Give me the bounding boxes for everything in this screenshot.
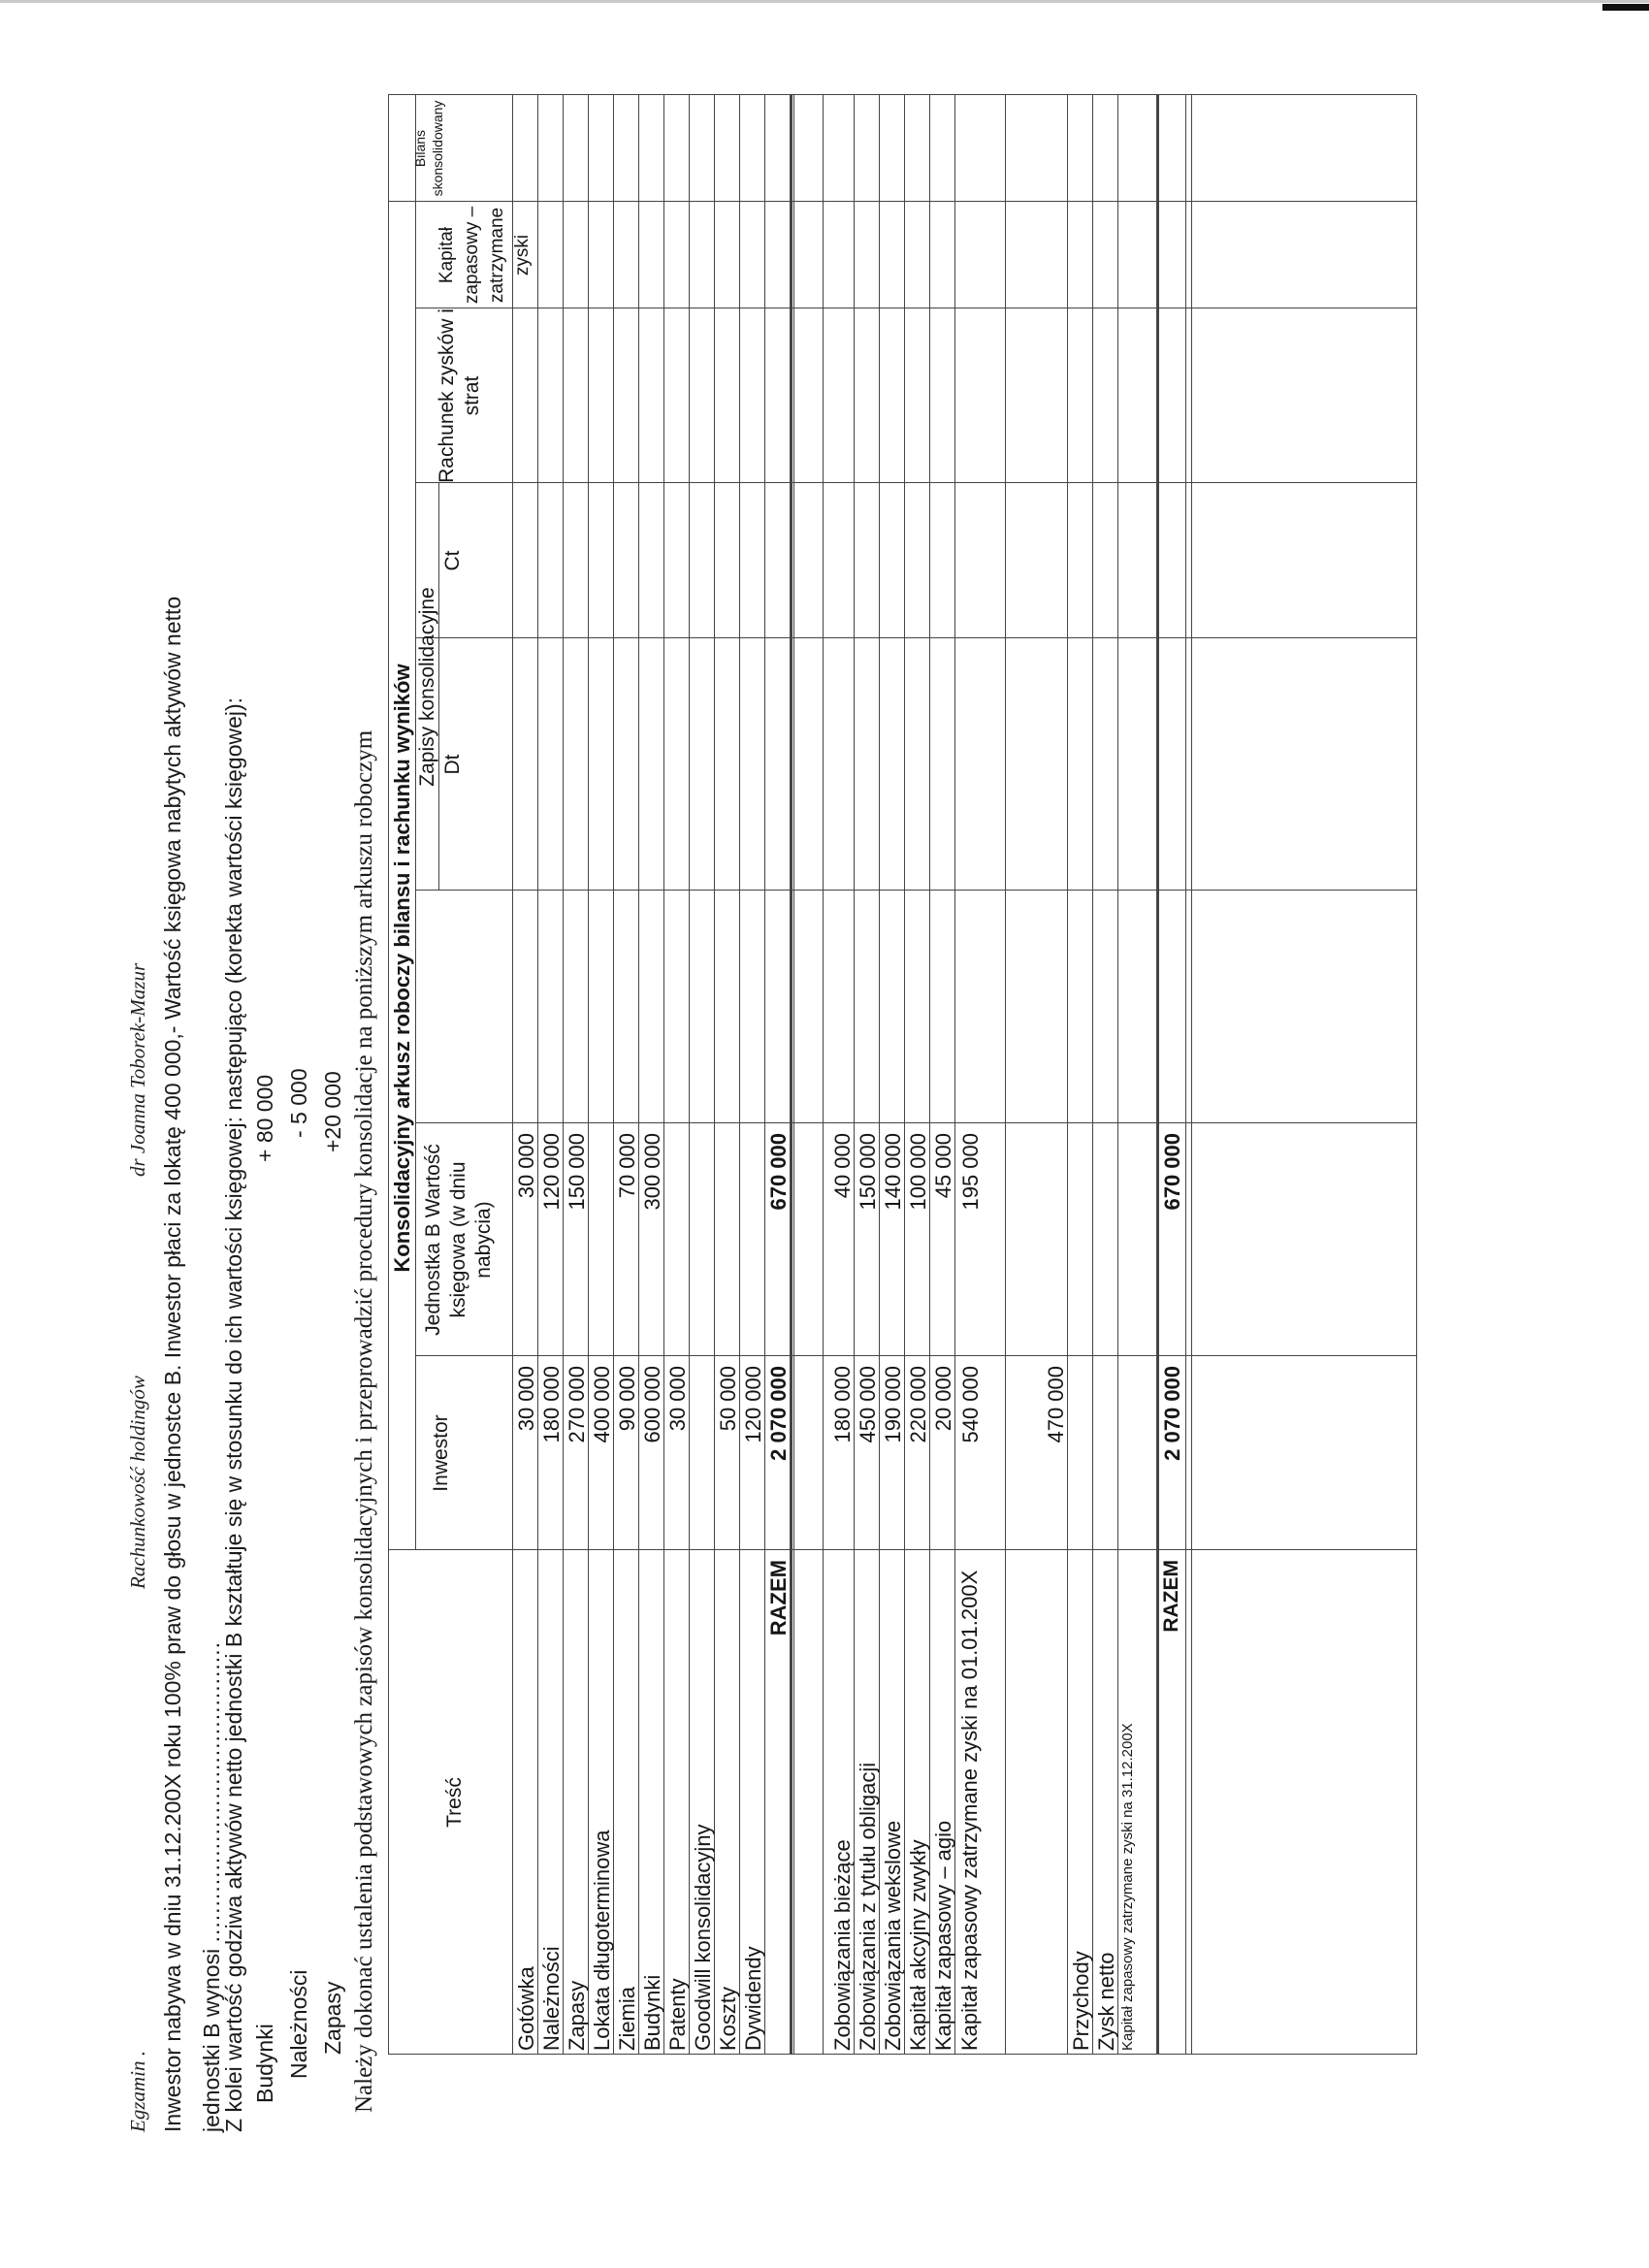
col-header-tresc: Treść <box>443 1777 466 1828</box>
inwestor-value: 50 000 <box>716 1366 740 1432</box>
exam-label: Egzamin . <box>126 2051 149 2132</box>
row-label: Gotówka <box>514 1966 538 2051</box>
intro-line-1: Inwestor nabywa w dniu 31.12.200X roku 100% praw do głosu w jednostce B. Inwestor płaci za lokatę 400 000,- Wartość księgowa nabytych aktywów netto <box>160 596 185 2132</box>
border-top <box>388 95 389 2055</box>
row-label: Zobowiązania wekslowe <box>881 1820 905 2051</box>
inwestor-value: 120 000 <box>741 1366 765 1443</box>
col-header-jednostka-b: Jednostka B Wartość księgowa (w dniu nabycia) <box>422 1144 495 1336</box>
row-line <box>954 95 955 2055</box>
inwestor-value: 30 000 <box>665 1366 690 1432</box>
liabilities-total-label: RAZEM <box>1160 1560 1182 1633</box>
inwestor-value: 20 000 <box>931 1366 955 1432</box>
liabilities-total-b: 670 000 <box>1160 1133 1184 1211</box>
b-value: 150 000 <box>856 1133 880 1211</box>
inwestor-value: 270 000 <box>565 1366 589 1443</box>
col-header-ct: Ct <box>441 550 464 571</box>
intro-line-3: Z kolei wartość godziwa aktywów netto jednostki B kształtuje się w stosunku do ich wartości księgowej: następująco (korekta wartości księgowej): <box>221 697 246 2132</box>
b-value: 40 000 <box>830 1133 855 1199</box>
col-line-bilans <box>388 201 1416 202</box>
inwestor-value: 600 000 <box>640 1366 664 1443</box>
row-line <box>739 95 740 2055</box>
row-line <box>793 95 794 2055</box>
row-label: Kapitał zapasowy – agio <box>931 1820 955 2051</box>
inwestor-value: 400 000 <box>590 1366 614 1443</box>
inwestor-value: 180 000 <box>830 1366 855 1443</box>
border-bottom <box>1416 95 1417 2055</box>
row-label: Ziemia <box>615 1986 639 2051</box>
adj-label-budynki: Budynki <box>252 2024 277 2103</box>
row-line <box>588 95 589 2055</box>
adj-value-budynki: + 80 000 <box>252 1074 277 1162</box>
col-line-rzis <box>415 482 1416 483</box>
b-value: 195 000 <box>958 1133 983 1211</box>
row-line <box>764 95 765 2055</box>
col-line-ct <box>415 637 1416 638</box>
inwestor-value: 470 000 <box>1044 1366 1068 1443</box>
border-left <box>388 2054 1416 2055</box>
b-value: 70 000 <box>615 1133 639 1199</box>
row-line <box>537 95 538 2055</box>
row-label: Budynki <box>640 1974 664 2051</box>
header-bottom <box>512 95 513 2055</box>
row-label: Zobowiązania z tytułu obligacji <box>856 1762 880 2051</box>
row-label: Patenty <box>665 1978 690 2051</box>
row-line <box>613 95 614 2055</box>
assets-total-b: 670 000 <box>766 1133 791 1211</box>
assets-total-inwestor: 2 070 000 <box>766 1366 791 1461</box>
col-header-inwestor: Inwestor <box>430 1414 452 1492</box>
inwestor-value: 30 000 <box>514 1366 538 1432</box>
col-line-b <box>415 1122 1416 1123</box>
border-right <box>388 94 1416 95</box>
inwestor-value: 540 000 <box>958 1366 983 1443</box>
task-text: Należy dokonać ustalenia podstawowych zapisów konsolidacyjnych i przeprowadzić procedury konsolidacje na poniższym arkuszu roboczym <box>351 729 377 2113</box>
inwestor-value: 190 000 <box>881 1366 905 1443</box>
row-label: Lokata długoterminowa <box>590 1830 614 2051</box>
adj-label-naleznosci: Należności <box>286 1969 311 2079</box>
row-label: Kapitał akcyjny zwykły <box>906 1839 930 2051</box>
b-value: 140 000 <box>881 1133 905 1211</box>
adj-value-zapasy: +20 000 <box>320 1071 345 1152</box>
author-name: dr Joanna Toborek-Mazur <box>126 962 149 1177</box>
inwestor-value: 180 000 <box>539 1366 564 1443</box>
liabilities-total-inwestor: 2 070 000 <box>1160 1366 1184 1461</box>
col-header-bilans: Bilans skonsolidowany <box>412 100 445 197</box>
b-value: 120 000 <box>539 1133 564 1211</box>
row-label: Zobowiązania bieżące <box>830 1839 855 2051</box>
row-label: Dywidendy <box>741 1946 765 2051</box>
row-line <box>1092 95 1093 2055</box>
assets-total-label: RAZEM <box>766 1560 791 1636</box>
col-header-dt: Dt <box>441 754 464 775</box>
row-line <box>879 95 880 2055</box>
b-value: 300 000 <box>640 1133 664 1211</box>
worksheet-title: Konsolidacyjny arkusz roboczy bilansu i rachunku wyników <box>390 664 414 1273</box>
row-label: Kapitał zapasowy zatrzymane zyski na 01.01.200X <box>957 1570 982 2051</box>
col-line-dt <box>415 890 1416 891</box>
col-header-zapisy: Zapisy konsolidacyjne <box>416 587 438 787</box>
b-value: 150 000 <box>565 1133 589 1211</box>
row-label: Kapitał zapasowy zatrzymane zyski na 31.12.200X <box>1119 1723 1136 2051</box>
row-line <box>714 95 715 2055</box>
intro-dots: .......................................... <box>199 1641 224 1943</box>
col-header-rzis: Rachunek zysków i strat <box>436 308 483 483</box>
row-line <box>823 95 824 2055</box>
row-line <box>638 95 639 2055</box>
b-value: 100 000 <box>906 1133 930 1211</box>
row-line <box>904 95 905 2055</box>
inwestor-value: 90 000 <box>615 1366 639 1432</box>
row-line-total <box>1156 95 1159 2055</box>
row-line <box>929 95 930 2055</box>
row-line <box>854 95 855 2055</box>
row-label: Należności <box>539 1946 564 2051</box>
row-label: Goodwill konsolidacyjny <box>691 1824 715 2051</box>
b-value: 45 000 <box>931 1133 955 1199</box>
row-line <box>1185 95 1186 2055</box>
adj-value-naleznosci: - 5 000 <box>286 1068 311 1138</box>
col-header-kapital: Kapitał zapasowy – zatrzymane zyski <box>436 206 533 305</box>
course-title: Rachunkowość holdingów <box>126 1376 149 1589</box>
row-line <box>1117 95 1118 2055</box>
inwestor-value: 450 000 <box>856 1366 880 1443</box>
row-line <box>1191 95 1192 2055</box>
row-line <box>1067 95 1068 2055</box>
consolidation-worksheet <box>388 95 1416 2055</box>
row-line <box>563 95 564 2055</box>
row-label: Zapasy <box>565 1980 589 2051</box>
row-line <box>663 95 664 2055</box>
b-value: 30 000 <box>514 1133 538 1199</box>
row-label: Przychody <box>1069 1951 1093 2051</box>
intro-line-2-text: jednostki B wynosi <box>199 1948 224 2132</box>
row-line <box>1005 95 1006 2055</box>
row-label: Koszty <box>716 1986 740 2051</box>
inwestor-value: 220 000 <box>906 1366 930 1443</box>
row-line <box>689 95 690 2055</box>
adj-label-zapasy: Zapasy <box>320 1981 345 2055</box>
row-label: Zysk netto <box>1094 1952 1118 2051</box>
